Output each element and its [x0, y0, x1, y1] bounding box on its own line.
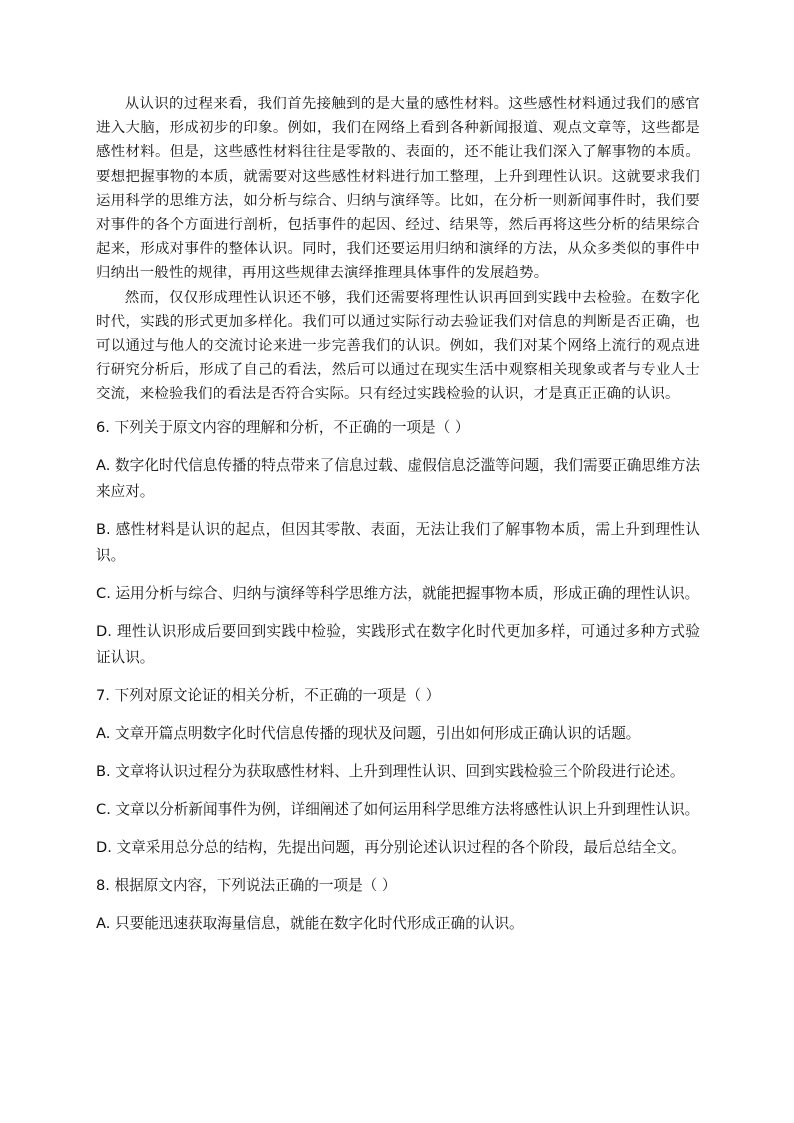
option-d: D. 理性认识形成后要回到实践中检验，实践形式在数字化时代更加多样，可通过多种方式验证认识。 [96, 622, 700, 666]
question-stem: 6. 下列关于原文内容的理解和分析，不正确的一项是（ ） [96, 418, 470, 436]
option-b: B. 文章将认识过程分为获取感性材料、上升到理性认识、回到实践检验三个阶段进行论述。 [96, 762, 685, 780]
question-6 [96, 415, 700, 671]
question-stem: 7. 下列对原文论证的相关分析，不正确的一项是（ ） [96, 686, 441, 704]
option-c: C. 运用分析与综合、归纳与演绎等科学思维方法，就能把握事物本质，形成正确的理性认识。 [96, 584, 700, 602]
question-list [96, 415, 700, 937]
option-a: A. 文章开篇点明数字化时代信息传播的现状及问题，引出如何形成正确认识的话题。 [96, 724, 641, 742]
passage-paragraph-1: 从认识的过程来看，我们首先接触到的是大量的感性材料。这些感性材料通过我们的感官进入大脑，形成初步的印象。例如，我们在网络上看到各种新闻报道、观点文章等，这些都是感性材料。但是，这些感性材料往往是零散的、表面的，还不能让我们深入了解事物的本质。要想把握事物的本质，就需要对这些感性材料进行加工整理，上升到理性认识。这就要求我们运用科学的思维方法，如分析与综合、归纳与演绎等。比如，在分析一则新闻事件时，我们要对事件的各个方面进行剖析，包括事件的起因、经过、结果等，然后再将这些分析的结果综合起来，形成对事件的整体认识。同时，我们还要运用归纳和演绎的方法，从众多类似的事件中归纳出一般性的规律，再用这些规律去演绎推理具体事件的发展趋势。 [96, 96, 700, 282]
question-stem: 8. 根据原文内容，下列说法正确的一项是（ ） [96, 876, 397, 894]
option-b: B. 感性材料是认识的起点，但因其零散、表面，无法让我们了解事物本质，需上升到理性认识。 [96, 520, 700, 564]
option-d: D. 文章采用总分总的结构，先提出问题，再分别论述认识过程的各个阶段，最后总结全文。 [96, 838, 686, 856]
reading-passage [96, 92, 700, 407]
option-c: C. 文章以分析新闻事件为例，详细阐述了如何运用科学思维方法将感性认识上升到理性认识。 [96, 800, 700, 818]
option-a: A. 数字化时代信息传播的特点带来了信息过载、虚假信息泛滥等问题，我们需要正确思维方法来应对。 [96, 456, 700, 500]
document-page [96, 92, 700, 937]
option-a: A. 只要能迅速获取海量信息，就能在数字化时代形成正确的认识。 [96, 914, 524, 932]
question-8 [96, 873, 700, 937]
passage-paragraph-2: 然而，仅仅形成理性认识还不够，我们还需要将理性认识再回到实践中去检验。在数字化时代，实践的形式更加多样化。我们可以通过实际行动去验证我们对信息的判断是否正确，也可以通过与他人的交流讨论来进一步完善我们的认识。例如，我们对某个网络上流行的观点进行研究分析后，形成了自己的看法，然后可以通过在现实生活中观察相关现象或者与专业人士交流，来检验我们的看法是否符合实际。只有经过实践检验的认识，才是真正正确的认识。 [96, 289, 700, 403]
question-7 [96, 683, 700, 861]
